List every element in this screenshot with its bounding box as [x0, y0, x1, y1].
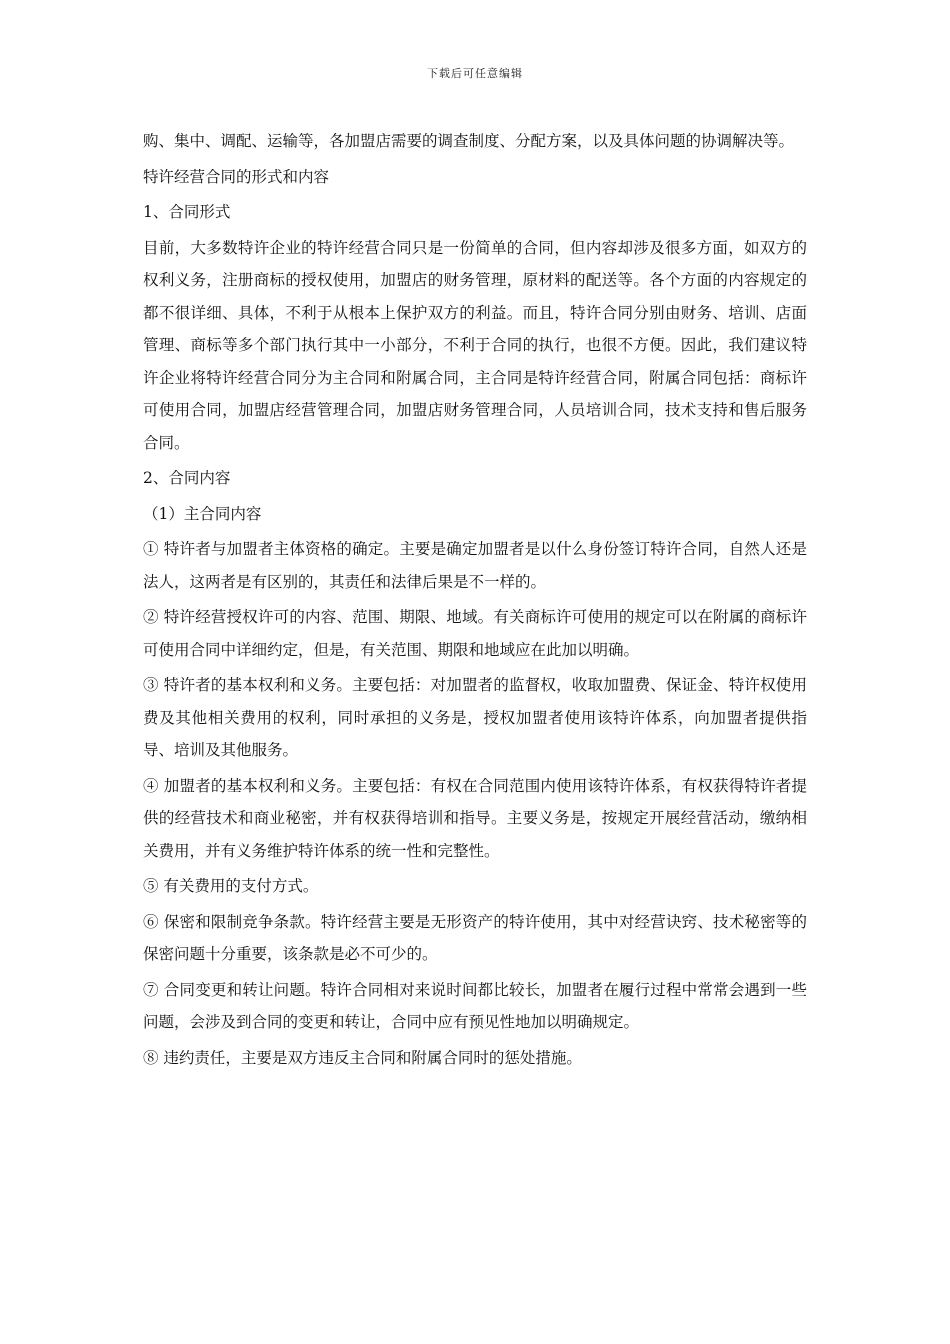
- list-item: ② 特许经营授权许可的内容、范围、期限、地域。有关商标许可使用的规定可以在附属的商标许可使用合同中详细约定，但是，有关范围、期限和地域应在此加以明确。: [143, 608, 807, 659]
- list-item: ⑤ 有关费用的支付方式。: [143, 877, 319, 895]
- subsection-heading: 1、合同形式: [143, 203, 231, 221]
- page-header: 下载后可任意编辑: [427, 67, 523, 80]
- paragraph-continuation: 购、集中、调配、运输等，各加盟店需要的调查制度、分配方案，以及具体问题的协调解决等。: [143, 132, 795, 150]
- list-item: ⑥ 保密和限制竞争条款。特许经营主要是无形资产的特许使用，其中对经营诀窍、技术秘密等的保密问题十分重要，该条款是必不可少的。: [143, 912, 807, 963]
- list-item: ⑧ 违约责任，主要是双方违反主合同和附属合同时的惩处措施。: [143, 1048, 582, 1067]
- document-body: [143, 125, 807, 1074]
- section-heading: 特许经营合同的形式和内容: [143, 167, 330, 186]
- list-item: ⑦ 合同变更和转让问题。特许合同相对来说时间都比较长，加盟者在履行过程中常常会遇到一些问题，会涉及到合同的变更和转让，合同中应有预见性地加以明确规定。: [143, 980, 807, 1031]
- list-item: ① 特许者与加盟者主体资格的确定。主要是确定加盟者是以什么身份签订特许合同，自然人还是法人，这两者是有区别的，其责任和法律后果是不一样的。: [143, 540, 807, 591]
- list-item: ④ 加盟者的基本权利和义务。主要包括：有权在合同范围内使用该特许体系，有权获得特许者提供的经营技术和商业秘密，并有权获得培训和指导。主要义务是，按规定开展经营活动，缴纳相关费用，并有义务维护特许体系的统一性和完整性。: [143, 776, 807, 860]
- list-item: ③ 特许者的基本权利和义务。主要包括：对加盟者的监督权，收取加盟费、保证金、特许权使用费及其他相关费用的权利，同时承担的义务是，授权加盟者使用该特许体系，向加盟者提供指导、培训及其他服务。: [143, 676, 807, 759]
- paragraph: 目前，大多数特许企业的特许经营合同只是一份简单的合同，但内容却涉及很多方面，如双方的权利义务，注册商标的授权使用，加盟店的财务管理，原材料的配送等。各个方面的内容规定的都不很详细、具体，不利于从根本上保护双方的利益。而且，特许合同分别由财务、培训、店面管理、商标等多个部门执行其中一小部分，不利于合同的执行，也很不方便。因此，我们建议特许企业将特许经营合同分为主合同和附属合同，主合同是特许经营合同，附属合同包括：商标许可使用合同，加盟店经营管理合同，加盟店财务管理合同，人员培训合同，技术支持和售后服务合同。: [143, 238, 807, 452]
- subsection-heading: 2、合同内容: [143, 469, 231, 487]
- sub-subsection-heading: （1）主合同内容: [143, 504, 262, 523]
